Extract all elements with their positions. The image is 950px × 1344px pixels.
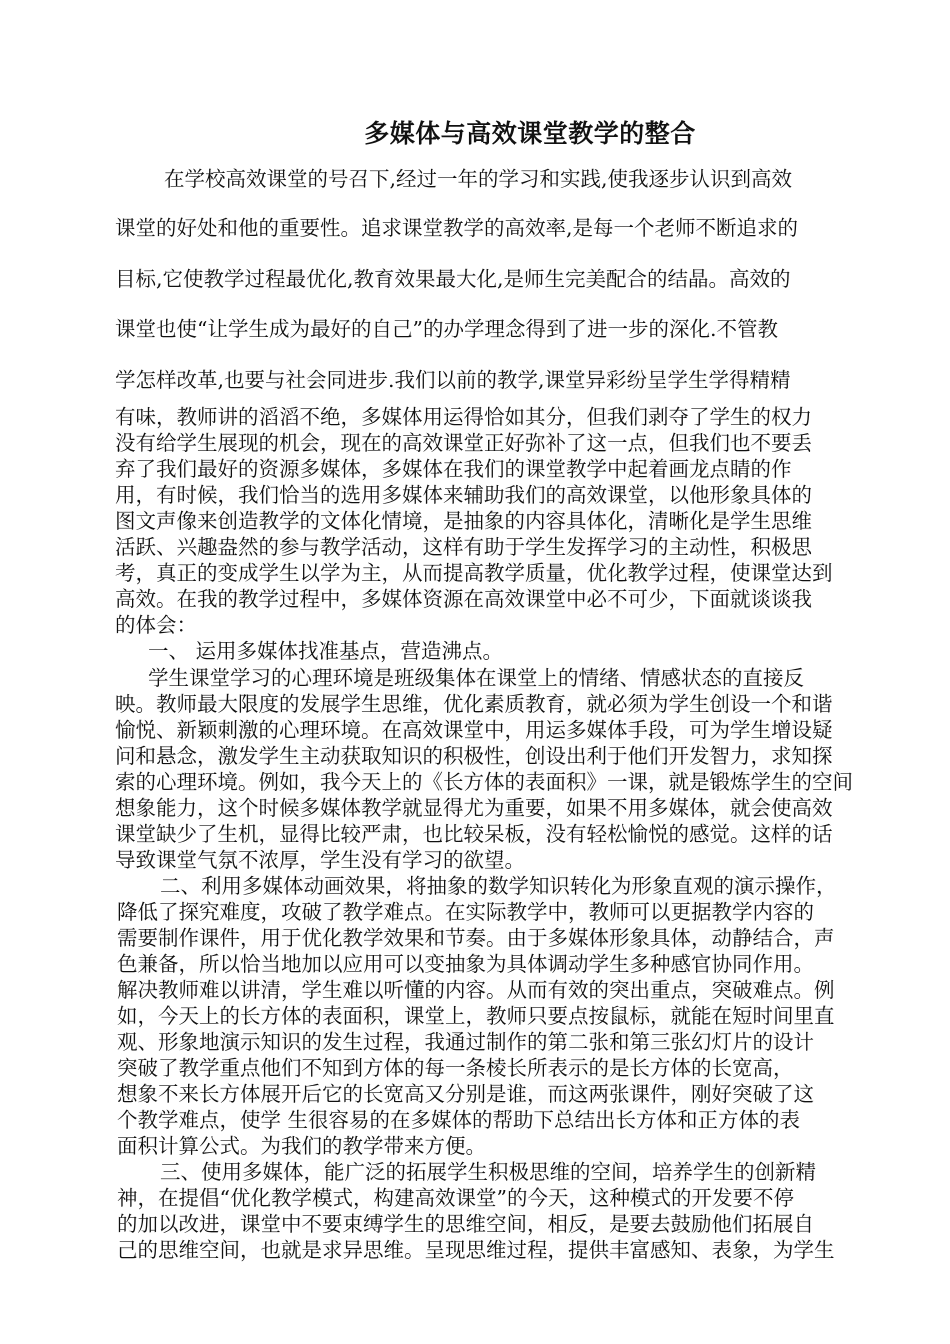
paragraph-line: 突破了教学重点他们不知到方体的每一条棱长所表示的是长方体的长宽高，: [117, 1056, 794, 1080]
paragraph-line: 面积计算公式。为我们的教学带来方便。: [117, 1134, 486, 1158]
paragraph-line: 个教学难点，使学 生很容易的在多媒体的帮助下总结出长方体和正方体的表: [117, 1108, 801, 1132]
paragraph-line: 课堂的好处和他的重要性。追求课堂教学的高效率,是每一个老师不断追求的: [115, 216, 799, 240]
section-heading: 二、利用多媒体动画效果，将抽象的数学知识转化为形象直观的演示操作，: [160, 874, 837, 898]
paragraph-line: 考，真正的变成学生以学为主，从而提高教学质量，优化教学过程，使课堂达到: [115, 561, 833, 585]
section-heading: 三、使用多媒体，能广泛的拓展学生积极思维的空间，培养学生的创新精: [160, 1160, 816, 1184]
paragraph-line: 解决教师难以讲清，学生难以听懂的内容。从而有效的突出重点，突破难点。例: [117, 978, 835, 1002]
paragraph-line: 课堂也使“让学生成为最好的自己”的办学理念得到了进一步的深化.不管教: [115, 317, 778, 341]
paragraph-line: 愉悦、新颖刺激的心理环境。在高效课堂中，用运多媒体手段，可为学生增设疑: [115, 718, 833, 742]
paragraph-line: 目标,它使教学过程最优化,教育效果最大化,是师生完美配合的结晶。高效的: [115, 267, 791, 291]
paragraph-line: 问和悬念，激发学生主动获取知识的积极性，创设出利于他们开发智力，求知探: [115, 744, 833, 768]
paragraph-line: 用，有时候，我们恰当的选用多媒体来辅助我们的高效课堂，以他形象具体的: [115, 483, 812, 507]
paragraph-line: 活跃、兴趣盎然的参与教学活动，这样有助于学生发挥学习的主动性，积极思: [115, 535, 812, 559]
paragraph-line: 的体会：: [115, 613, 197, 637]
paragraph-line: 神，在提倡“优化教学模式，构建高效课堂”的今天，这种模式的开发要不停: [117, 1186, 794, 1210]
paragraph-line: 如，今天上的长方体的表面积，课堂上，教师只要点按鼠标，就能在短时间里直: [117, 1004, 835, 1028]
document-title: 多媒体与高效课堂教学的整合: [364, 119, 696, 148]
section-heading: 一、 运用多媒体找准基点，营造沸点。: [148, 639, 504, 663]
paragraph-line: 高效。在我的教学过程中，多媒体资源在高效课堂中必不可少，下面就谈谈我: [115, 587, 812, 611]
paragraph-line: 索的心理环境。例如，我今天上的《长方体的表面积》一课，就是锻炼学生的空间: [115, 770, 853, 794]
paragraph-line: 导致课堂气氛不浓厚，学生没有学习的欲望。: [115, 848, 525, 872]
paragraph-line: 降低了探究难度，攻破了教学难点。在实际教学中，教师可以更据教学内容的: [117, 900, 814, 924]
paragraph-line: 己的思维空间，也就是求异思维。呈现思维过程，提供丰富感知、表象，为学生: [117, 1238, 835, 1262]
paragraph-line: 想象不来长方体展开后它的长宽高又分别是谁，而这两张课件，刚好突破了这: [117, 1082, 814, 1106]
paragraph-line: 观、形象地演示知识的发生过程，我通过制作的第二张和第三张幻灯片的设计: [117, 1030, 814, 1054]
paragraph-line: 学怎样改革,也要与社会同进步.我们以前的教学,课堂异彩纷呈学生学得精精: [115, 368, 791, 392]
paragraph-line: 课堂缺少了生机，显得比较严肃，也比较呆板，没有轻松愉悦的感觉。这样的话: [115, 822, 833, 846]
paragraph-line: 需要制作课件，用于优化教学效果和节奏。由于多媒体形象具体，动静结合，声: [117, 926, 835, 950]
paragraph-line: 映。教师最大限度的发展学生思维，优化素质教育，就必须为学生创设一个和谐: [115, 692, 833, 716]
paragraph-line: 想象能力，这个时候多媒体教学就显得尤为重要，如果不用多媒体，就会使高效: [115, 796, 833, 820]
paragraph-line: 有味，教师讲的滔滔不绝，多媒体用运得恰如其分，但我们剥夺了学生的权力: [115, 405, 812, 429]
paragraph-line: 学生课堂学习的心理环境是班级集体在课堂上的情绪、情感状态的直接反: [148, 666, 804, 690]
paragraph-line: 图文声像来创造教学的文体化情境，是抽象的内容具体化，清晰化是学生思维: [115, 509, 812, 533]
paragraph-line: 弃了我们最好的资源多媒体，多媒体在我们的课堂教学中起着画龙点睛的作: [115, 457, 792, 481]
paragraph-line: 没有给学生展现的机会，现在的高效课堂正好弥补了这一点，但我们也不要丢: [115, 431, 812, 455]
paragraph-line: 的加以改进，课堂中不要束缚学生的思维空间，相反，是要去鼓励他们拓展自: [117, 1212, 814, 1236]
paragraph-line: 色兼备，所以恰当地加以应用可以变抽象为具体调动学生多种感官协同作用。: [117, 952, 814, 976]
paragraph-line: 在学校高效课堂的号召下,经过一年的学习和实践,使我逐步认识到高效: [164, 167, 793, 191]
